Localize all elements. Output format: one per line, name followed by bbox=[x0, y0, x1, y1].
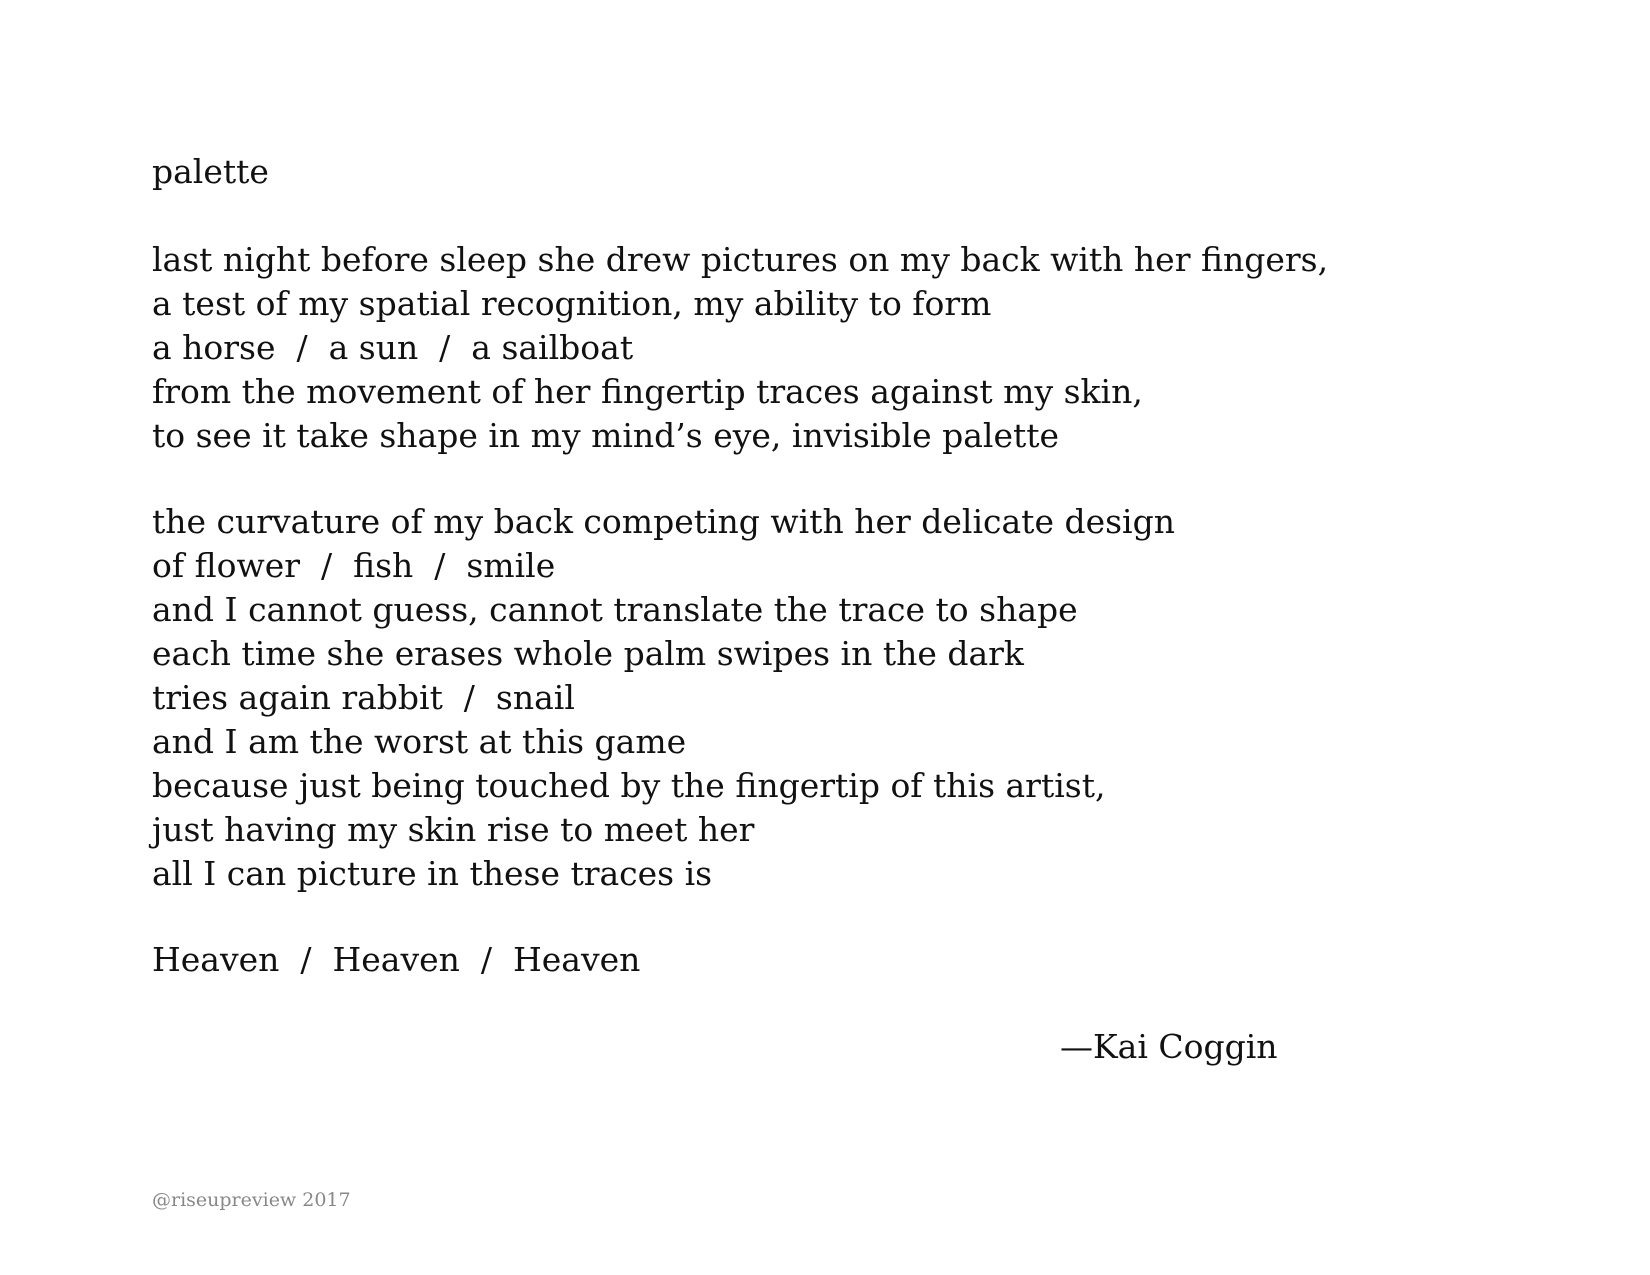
poem-line: tries again rabbit / snail bbox=[152, 678, 575, 717]
poem-line: to see it take shape in my mind’s eye, invisible palette bbox=[152, 416, 1060, 455]
poem-title: palette bbox=[152, 152, 269, 191]
poem-line: last night before sleep she drew pictures on my back with her fingers, bbox=[152, 240, 1329, 279]
poem-line: each time she erases whole palm swipes in the dark bbox=[152, 634, 1024, 673]
poem-line: of flower / fish / smile bbox=[152, 546, 556, 585]
poem-line: a test of my spatial recognition, my ability to form bbox=[152, 284, 992, 323]
stanza-3 bbox=[152, 938, 640, 982]
stanza-2 bbox=[152, 500, 1175, 896]
poem-line: just having my skin rise to meet her bbox=[152, 810, 755, 849]
poem-line: because just being touched by the fingertip of this artist, bbox=[152, 766, 1106, 805]
poem-line: Heaven / Heaven / Heaven bbox=[152, 940, 641, 979]
stanza-1 bbox=[152, 238, 1328, 458]
poem-line: and I cannot guess, cannot translate the trace to shape bbox=[152, 590, 1078, 629]
poem-line: all I can picture in these traces is bbox=[152, 854, 713, 893]
poem-line: a horse / a sun / a sailboat bbox=[152, 328, 634, 367]
footer-credit: @riseupreview 2017 bbox=[152, 1189, 351, 1211]
poem-line: from the movement of her fingertip traces against my skin, bbox=[152, 372, 1143, 411]
poem-line: and I am the worst at this game bbox=[152, 722, 687, 761]
poem-author: —Kai Coggin bbox=[1060, 1027, 1278, 1066]
poem-line: the curvature of my back competing with her delicate design bbox=[152, 502, 1175, 541]
